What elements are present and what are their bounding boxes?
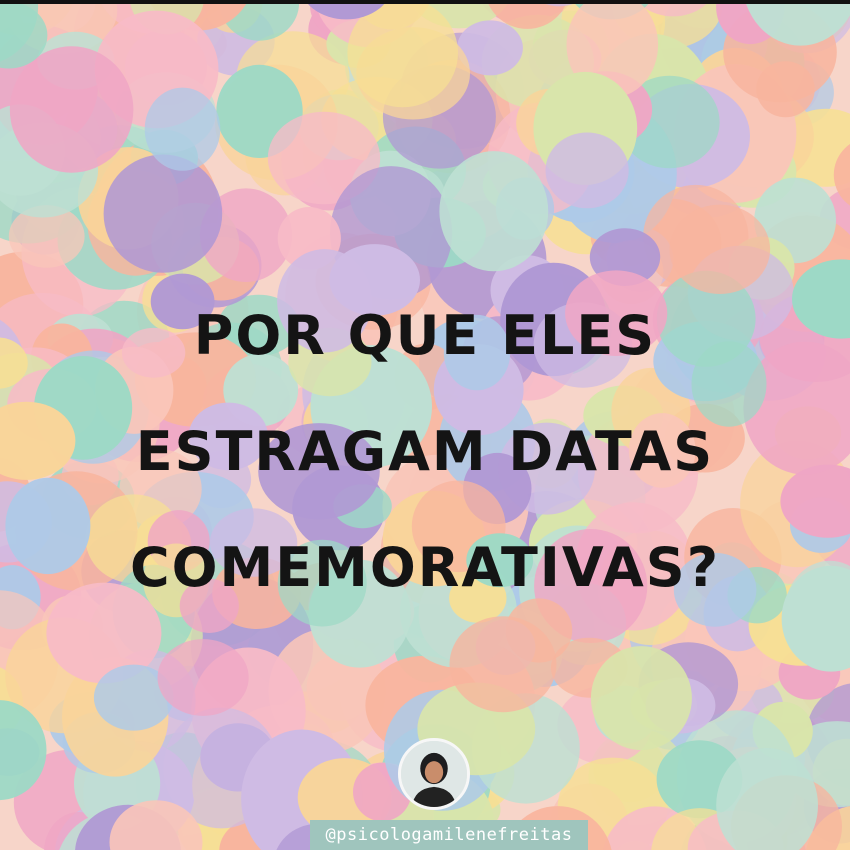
author-avatar[interactable] [398,738,470,810]
headline-line-3: COMEMORATIVAS? [129,536,721,599]
author-handle[interactable]: @psicologamilenefreitas [310,820,588,850]
top-border [0,0,850,4]
headline-line-2: ESTRAGAM DATAS [135,420,715,483]
headline-line-1: POR QUE ELES [193,304,657,367]
avatar-portrait-icon [401,741,467,807]
post-headline [75,278,775,626]
